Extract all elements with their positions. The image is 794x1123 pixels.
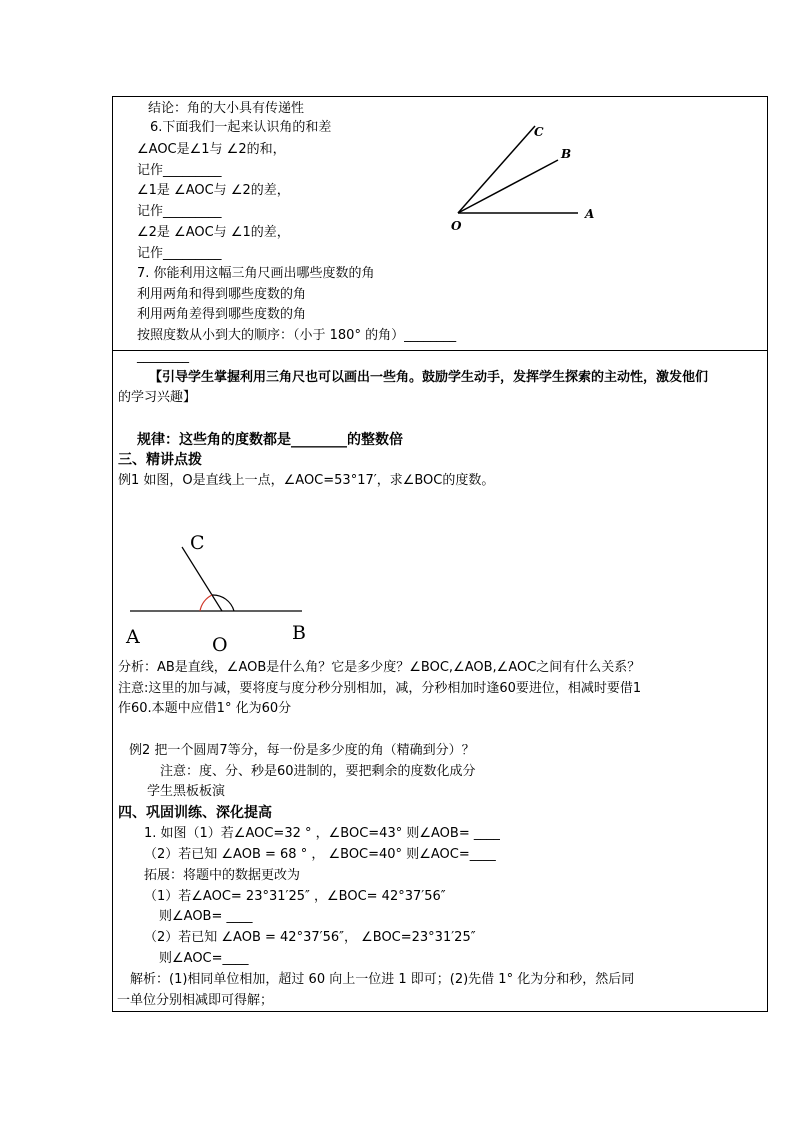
question-1-part-1: 1. 如图（1）若∠AOC=32 ° ，∠BOC=43° 则∠AOB= ____ — [144, 826, 500, 841]
angle-difference-2: ∠2是 ∠AOC与 ∠1的差， — [137, 225, 290, 240]
label-o: O — [212, 634, 228, 656]
angle-aoc-arc — [200, 595, 212, 611]
ordering-prompt: 按照度数从小到大的顺序：（小于 180° 的角）________ — [137, 328, 457, 343]
ray-oc — [182, 547, 222, 611]
extension-2: （2）若已知 ∠AOB = 42°37′56″， ∠BOC=23°31′25″ — [144, 930, 476, 945]
guidance-line-2: 的学习兴趣】 — [118, 390, 197, 405]
example-1: 例1 如图，O是直线上一点，∠AOC=53°17′，求∠BOC的度数。 — [118, 473, 495, 488]
difference-angles-prompt: 利用两角差得到哪些度数的角 — [137, 307, 307, 322]
ray-ob — [458, 160, 558, 213]
label-a: A — [126, 626, 140, 648]
notation-blank-2: 记作_________ — [137, 204, 222, 219]
label-o: O — [451, 219, 462, 233]
ray-oc — [458, 126, 535, 213]
label-b: B — [292, 622, 306, 644]
solution-line-1: 解析：(1)相同单位相加，超过 60 向上一位进 1 即可；(2)先借 1° 化为分和秒，然后同 — [130, 972, 635, 987]
notation-blank-3: 记作_________ — [137, 246, 222, 261]
attention-line-2: 作60.本题中应借1° 化为60分 — [118, 701, 292, 716]
notation-blank-1: 记作_________ — [137, 163, 222, 178]
extension-2-answer: 则∠AOC=____ — [159, 951, 249, 966]
label-c: C — [534, 125, 544, 139]
label-c: C — [190, 532, 205, 554]
example-2-board: 学生黑板板演 — [147, 784, 226, 799]
attention-line-1: 注意:这里的加与减，要将度与度分秒分别相加，减，分秒相加时逢60要进位，相减时要借1 — [118, 681, 642, 696]
solution-line-2: 一单位分别相减即可得解； — [117, 993, 274, 1008]
sum-angles-prompt: 利用两角和得到哪些度数的角 — [137, 287, 307, 302]
label-a: A — [585, 207, 595, 221]
conclusion-line: 结论：角的大小具有传递性 — [148, 101, 305, 116]
section-4-heading: 四、巩固训练、深化提高 — [118, 805, 272, 821]
extension-intro: 拓展：将题中的数据更改为 — [144, 868, 301, 883]
row-separator — [113, 350, 767, 351]
extension-1-answer: 则∠AOB= ____ — [159, 909, 253, 924]
example-2: 例2 把一个圆周7等分，每一份是多少度的角（精确到分）？ — [129, 743, 475, 758]
angle-difference-1: ∠1是 ∠AOC与 ∠2的差， — [137, 183, 290, 198]
answer-blank: ________ — [137, 349, 189, 364]
rule-line: 规律：这些角的度数都是________的整数倍 — [137, 432, 403, 448]
angle-sum-statement: ∠AOC是∠1与 ∠2的和， — [137, 142, 286, 157]
angle-boc-arc — [212, 595, 234, 611]
straight-angle-diagram — [120, 525, 320, 657]
section-3-heading: 三、精讲点拨 — [118, 452, 202, 468]
guidance-line-1: 【引导学生掌握利用三角尺也可以画出一些角。鼓励学生动手，发挥学生探索的主动性，激发他们 — [149, 370, 709, 385]
analysis-line: 分析：AB是直线，∠AOB是什么角？它是多少度？∠BOC,∠AOB,∠AOC之间有什么关系？ — [118, 660, 641, 675]
item-7-heading: 7. 你能利用这幅三角尺画出哪些度数的角 — [137, 266, 375, 281]
example-2-note: 注意：度、分、秒是60进制的，要把剩余的度数化成分 — [160, 764, 476, 779]
item-6-heading: 6.下面我们一起来认识角的和差 — [150, 120, 332, 135]
angle-sum-diagram — [440, 118, 610, 238]
extension-1: （1）若∠AOC= 23°31′25″ ，∠BOC= 42°37′56″ — [144, 889, 446, 904]
question-1-part-2: （2）若已知 ∠AOB = 68 ° ， ∠BOC=40° 则∠AOC=____ — [144, 847, 496, 862]
label-b: B — [561, 147, 572, 161]
